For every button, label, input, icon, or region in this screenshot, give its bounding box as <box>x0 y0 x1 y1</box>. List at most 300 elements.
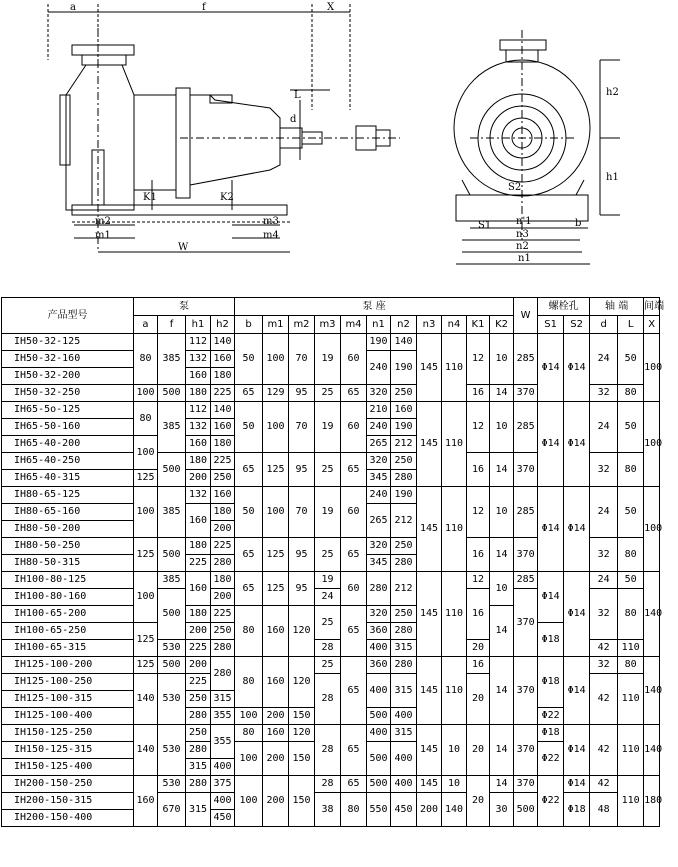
value-cell: 140 <box>211 334 235 351</box>
value-cell: Φ14 <box>564 334 590 402</box>
value-cell: 110 <box>618 640 644 657</box>
value-cell: 315 <box>186 759 211 776</box>
value-cell: 385 <box>158 572 186 589</box>
value-cell: 32 <box>590 657 618 674</box>
value-cell: Φ18 <box>538 725 564 742</box>
model-cell: IH80-65-160 <box>2 504 134 521</box>
header-model: 产品型号 <box>2 298 134 334</box>
value-cell: 190 <box>391 487 417 504</box>
model-cell: IH150-125-315 <box>2 742 134 759</box>
value-cell: 550 <box>367 793 391 827</box>
value-cell: 160 <box>263 606 289 657</box>
value-cell: 48 <box>590 793 618 827</box>
subheader-m3: m3 <box>315 316 341 334</box>
svg-text:b: b <box>575 218 582 229</box>
subheader-h2: h2 <box>211 316 235 334</box>
value-cell: 60 <box>341 402 367 453</box>
model-cell: IH65-50-160 <box>2 419 134 436</box>
value-cell: 132 <box>186 419 211 436</box>
value-cell: 400 <box>391 776 417 793</box>
model-cell: IH100-65-200 <box>2 606 134 623</box>
value-cell: 125 <box>134 538 158 572</box>
value-cell: 150 <box>289 776 315 827</box>
pump-outline-drawing <box>0 0 678 290</box>
model-cell: IH125-100-400 <box>2 708 134 725</box>
value-cell: 145 <box>417 657 442 725</box>
value-cell: Φ14 <box>538 402 564 487</box>
subheader-k1: K1 <box>467 316 490 334</box>
value-cell: 370 <box>514 538 538 572</box>
value-cell: 10 <box>490 572 514 606</box>
value-cell: 70 <box>289 334 315 385</box>
value-cell: 400 <box>211 759 235 776</box>
value-cell: 500 <box>367 742 391 776</box>
value-cell: 14 <box>490 657 514 725</box>
value-cell: 50 <box>618 402 644 453</box>
value-cell: 65 <box>341 538 367 572</box>
value-cell: Φ18 <box>564 793 590 827</box>
value-cell: 110 <box>442 402 467 487</box>
value-cell: Φ14 <box>564 657 590 725</box>
value-cell: Φ14 <box>564 725 590 776</box>
value-cell: 345 <box>367 555 391 572</box>
value-cell: 30 <box>490 793 514 827</box>
value-cell: 150 <box>289 708 315 725</box>
value-cell: 160 <box>186 436 211 453</box>
value-cell: 500 <box>158 453 186 487</box>
value-cell: 212 <box>391 504 417 538</box>
value-cell: 240 <box>367 351 391 385</box>
value-cell: 100 <box>134 572 158 623</box>
value-cell: 80 <box>134 402 158 436</box>
value-cell: 200 <box>211 521 235 538</box>
svg-text:n1: n1 <box>518 253 531 264</box>
subheader-f: f <box>158 316 186 334</box>
value-cell: 132 <box>186 487 211 504</box>
value-cell: 450 <box>391 793 417 827</box>
value-cell: 24 <box>590 334 618 385</box>
value-cell: 210 <box>367 402 391 419</box>
value-cell: 360 <box>367 657 391 674</box>
value-cell: 132 <box>186 351 211 368</box>
value-cell: 80 <box>618 453 644 487</box>
subheader-m2: m2 <box>289 316 315 334</box>
value-cell: 530 <box>158 725 186 776</box>
value-cell: 160 <box>263 657 289 708</box>
value-cell: 670 <box>158 793 186 827</box>
value-cell: 160 <box>211 351 235 368</box>
value-cell: 500 <box>158 657 186 674</box>
value-cell: 320 <box>367 453 391 470</box>
value-cell: 50 <box>618 487 644 538</box>
value-cell: 100 <box>644 402 660 487</box>
svg-text:h2: h2 <box>606 87 619 98</box>
value-cell: 16 <box>467 589 490 640</box>
value-cell: 95 <box>289 572 315 606</box>
subheader-n4: n4 <box>442 316 467 334</box>
value-cell: 25 <box>315 385 341 402</box>
value-cell: 285 <box>514 487 538 538</box>
value-cell: 360 <box>367 623 391 640</box>
value-cell: 140 <box>644 725 660 776</box>
value-cell: 20 <box>467 776 490 827</box>
value-cell: 60 <box>341 572 367 606</box>
value-cell: Φ14 <box>538 334 564 402</box>
value-cell: 250 <box>211 623 235 640</box>
value-cell: Φ14 <box>564 572 590 657</box>
value-cell: Φ22 <box>538 742 564 776</box>
value-cell: 225 <box>211 538 235 555</box>
value-cell: 385 <box>158 334 186 385</box>
subheader-m1: m1 <box>263 316 289 334</box>
value-cell: 140 <box>442 793 467 827</box>
value-cell: Φ14 <box>538 572 564 623</box>
value-cell: 60 <box>341 487 367 538</box>
svg-text:h1: h1 <box>606 172 619 183</box>
value-cell: 280 <box>186 708 211 725</box>
value-cell: 12 <box>467 572 490 589</box>
value-cell: 10 <box>490 334 514 385</box>
value-cell: 65 <box>235 572 263 606</box>
value-cell: 65 <box>341 776 367 793</box>
value-cell: 125 <box>134 470 158 487</box>
value-cell: 180 <box>644 776 660 827</box>
value-cell: 28 <box>315 776 341 793</box>
model-cell: IH100-80-125 <box>2 572 134 589</box>
value-cell: 225 <box>186 555 211 572</box>
value-cell: 200 <box>417 793 442 827</box>
value-cell: 315 <box>186 793 211 827</box>
value-cell: 19 <box>315 572 341 589</box>
value-cell: Φ14 <box>538 487 564 572</box>
value-cell: 20 <box>467 674 490 725</box>
value-cell: 500 <box>514 793 538 827</box>
value-cell: 500 <box>367 776 391 793</box>
value-cell: 110 <box>442 657 467 725</box>
value-cell: 400 <box>367 725 391 742</box>
model-cell: IH80-50-315 <box>2 555 134 572</box>
subheader-h1: h1 <box>186 316 211 334</box>
value-cell: 225 <box>211 453 235 470</box>
value-cell: 24 <box>590 572 618 589</box>
value-cell: 320 <box>367 606 391 623</box>
value-cell: 140 <box>134 674 158 725</box>
value-cell: 65 <box>235 453 263 487</box>
value-cell: 180 <box>186 606 211 623</box>
svg-text:m4: m4 <box>263 230 279 241</box>
value-cell: 25 <box>315 606 341 640</box>
subheader-s1: S1 <box>538 316 564 334</box>
value-cell: 80 <box>235 657 263 708</box>
value-cell: 80 <box>618 385 644 402</box>
value-cell: 280 <box>391 470 417 487</box>
value-cell: Φ22 <box>538 708 564 725</box>
value-cell: 80 <box>341 793 367 827</box>
value-cell: 250 <box>186 725 211 742</box>
value-cell: 28 <box>315 640 341 657</box>
value-cell: 265 <box>367 436 391 453</box>
value-cell: 180 <box>186 453 211 470</box>
value-cell: 19 <box>315 334 341 385</box>
svg-text:W: W <box>178 242 189 253</box>
value-cell: 95 <box>289 538 315 572</box>
value-cell: 530 <box>158 640 186 657</box>
value-cell: 385 <box>158 402 186 453</box>
value-cell: 160 <box>186 572 211 606</box>
subheader-m4: m4 <box>341 316 367 334</box>
model-cell: IH125-100-200 <box>2 657 134 674</box>
value-cell: 24 <box>315 589 341 606</box>
value-cell: 280 <box>391 555 417 572</box>
model-cell: IH100-80-160 <box>2 589 134 606</box>
value-cell: 19 <box>315 487 341 538</box>
value-cell: 14 <box>490 453 514 487</box>
model-cell: IH50-32-250 <box>2 385 134 402</box>
value-cell: 500 <box>367 708 391 725</box>
value-cell: 285 <box>514 334 538 385</box>
value-cell: 25 <box>315 453 341 487</box>
table-row <box>2 776 660 793</box>
value-cell: 19 <box>315 402 341 453</box>
value-cell: 10 <box>490 402 514 453</box>
value-cell: 65 <box>235 385 263 402</box>
value-cell: 250 <box>186 691 211 708</box>
value-cell: 140 <box>211 402 235 419</box>
value-cell: 250 <box>391 606 417 623</box>
model-cell: IH150-125-250 <box>2 725 134 742</box>
value-cell: 370 <box>514 657 538 725</box>
value-cell: 65 <box>341 453 367 487</box>
value-cell: 42 <box>590 725 618 776</box>
value-cell: 212 <box>391 572 417 606</box>
value-cell: 160 <box>211 487 235 504</box>
value-cell: 212 <box>391 436 417 453</box>
value-cell: 370 <box>514 385 538 402</box>
model-cell: IH65-5o-125 <box>2 402 134 419</box>
value-cell: 200 <box>263 742 289 776</box>
subheader-a: a <box>134 316 158 334</box>
value-cell: 28 <box>315 674 341 725</box>
value-cell: 280 <box>186 776 211 793</box>
value-cell: 200 <box>186 623 211 640</box>
value-cell: 120 <box>289 606 315 657</box>
value-cell: 100 <box>134 487 158 538</box>
value-cell: 112 <box>186 334 211 351</box>
table-row <box>2 572 660 589</box>
value-cell: 280 <box>211 640 235 657</box>
value-cell: 32 <box>590 453 618 487</box>
value-cell: 16 <box>467 657 490 674</box>
value-cell: 140 <box>134 725 158 776</box>
value-cell: 24 <box>590 402 618 453</box>
model-cell: IH50-32-125 <box>2 334 134 351</box>
svg-text:K1: K1 <box>143 192 157 203</box>
model-cell: IH50-32-200 <box>2 368 134 385</box>
value-cell: 160 <box>391 402 417 419</box>
value-cell: 240 <box>367 419 391 436</box>
model-cell: IH80-50-200 <box>2 521 134 538</box>
value-cell: 100 <box>235 708 263 725</box>
header-bolt: 螺栓孔 <box>538 298 590 316</box>
subheader-x: X <box>644 316 660 334</box>
value-cell: 500 <box>158 589 186 640</box>
value-cell: 80 <box>618 589 644 640</box>
value-cell: 50 <box>235 487 263 538</box>
value-cell: 250 <box>391 385 417 402</box>
value-cell: 65 <box>341 725 367 776</box>
value-cell: 145 <box>417 487 442 572</box>
svg-text:L: L <box>294 90 301 101</box>
table-row <box>2 657 660 674</box>
svg-text:X: X <box>327 2 335 13</box>
value-cell: 80 <box>235 606 263 657</box>
value-cell: 125 <box>263 538 289 572</box>
value-cell: 14 <box>490 538 514 572</box>
value-cell: 100 <box>644 334 660 402</box>
value-cell: 110 <box>618 776 644 827</box>
value-cell: 140 <box>644 572 660 657</box>
value-cell: 150 <box>289 742 315 776</box>
model-cell: IH50-32-160 <box>2 351 134 368</box>
value-cell: 180 <box>186 538 211 555</box>
value-cell: 190 <box>391 351 417 385</box>
value-cell: 14 <box>490 606 514 657</box>
value-cell: 280 <box>211 555 235 572</box>
value-cell: 385 <box>158 487 186 538</box>
value-cell: 65 <box>341 606 367 657</box>
header-w: W <box>514 298 538 334</box>
svg-text:f: f <box>202 2 206 13</box>
model-cell: IH150-125-400 <box>2 759 134 776</box>
svg-text:m2: m2 <box>95 216 111 227</box>
value-cell: 80 <box>618 657 644 674</box>
svg-text:K2: K2 <box>220 192 234 203</box>
value-cell: 42 <box>590 776 618 793</box>
value-cell: 12 <box>467 334 490 385</box>
subheader-l: L <box>618 316 644 334</box>
value-cell: 95 <box>289 453 315 487</box>
value-cell: 100 <box>134 385 158 402</box>
value-cell: 145 <box>417 334 442 402</box>
value-cell: 250 <box>391 538 417 555</box>
table-row <box>2 487 660 504</box>
model-cell: IH65-40-315 <box>2 470 134 487</box>
value-cell: 110 <box>442 487 467 572</box>
value-cell: 180 <box>211 504 235 521</box>
model-cell: IH200-150-315 <box>2 793 134 810</box>
model-cell: IH125-100-250 <box>2 674 134 691</box>
value-cell: 10 <box>490 487 514 538</box>
header-pump: 泵 <box>134 298 235 316</box>
value-cell: 355 <box>211 725 235 759</box>
svg-text:m1: m1 <box>95 230 111 241</box>
value-cell: 125 <box>263 453 289 487</box>
value-cell: 320 <box>367 538 391 555</box>
value-cell: 112 <box>186 402 211 419</box>
value-cell: 375 <box>211 776 235 793</box>
value-cell: 280 <box>211 657 235 691</box>
table-row <box>2 725 660 742</box>
svg-text:n3: n3 <box>516 229 529 240</box>
svg-text:n2: n2 <box>516 241 529 252</box>
value-cell: 14 <box>490 725 514 776</box>
subheader-n2: n2 <box>391 316 417 334</box>
value-cell: 285 <box>514 402 538 453</box>
subheader-b: b <box>235 316 263 334</box>
value-cell: 400 <box>367 640 391 657</box>
value-cell: 14 <box>490 385 514 402</box>
value-cell: 160 <box>186 504 211 538</box>
model-cell: IH100-65-315 <box>2 640 134 657</box>
svg-text:S1: S1 <box>478 220 492 231</box>
value-cell: 80 <box>134 334 158 385</box>
dimension-table <box>1 297 665 827</box>
value-cell: 250 <box>211 470 235 487</box>
value-cell: 500 <box>158 538 186 572</box>
value-cell: Φ18 <box>538 623 564 657</box>
value-cell: 110 <box>442 334 467 402</box>
value-cell: 370 <box>514 453 538 487</box>
value-cell: 25 <box>315 538 341 572</box>
model-cell: IH200-150-400 <box>2 810 134 827</box>
value-cell: 16 <box>467 453 490 487</box>
value-cell: 370 <box>514 725 538 776</box>
table-row <box>2 334 660 351</box>
value-cell: Φ14 <box>564 402 590 487</box>
value-cell: 100 <box>263 402 289 453</box>
value-cell: 400 <box>391 708 417 725</box>
value-cell: 70 <box>289 487 315 538</box>
value-cell: 200 <box>186 657 211 674</box>
value-cell: 225 <box>186 674 211 691</box>
value-cell: 125 <box>134 657 158 674</box>
value-cell: 110 <box>618 674 644 725</box>
svg-text:m3: m3 <box>263 216 279 227</box>
value-cell: 160 <box>263 725 289 742</box>
value-cell: 200 <box>263 708 289 725</box>
model-cell: IH200-150-250 <box>2 776 134 793</box>
value-cell: 65 <box>341 385 367 402</box>
value-cell: 315 <box>211 691 235 708</box>
value-cell: 100 <box>235 742 263 776</box>
value-cell: 38 <box>315 793 341 827</box>
svg-text:d: d <box>290 114 297 125</box>
value-cell: 400 <box>391 742 417 776</box>
subheader-k2: K2 <box>490 316 514 334</box>
value-cell: 50 <box>618 572 644 589</box>
value-cell: 80 <box>235 725 263 742</box>
value-cell: 370 <box>514 589 538 657</box>
value-cell: Φ14 <box>564 776 590 793</box>
value-cell: 140 <box>644 657 660 725</box>
model-cell: IH65-40-250 <box>2 453 134 470</box>
value-cell: 32 <box>590 538 618 572</box>
value-cell: 125 <box>134 623 158 657</box>
value-cell: 65 <box>235 538 263 572</box>
value-cell: 145 <box>417 572 442 657</box>
value-cell: 145 <box>417 776 442 793</box>
value-cell: 345 <box>367 470 391 487</box>
value-cell: 42 <box>590 640 618 657</box>
value-cell: 110 <box>618 725 644 776</box>
value-cell: 100 <box>263 487 289 538</box>
value-cell: 20 <box>467 725 490 776</box>
value-cell: 180 <box>211 572 235 589</box>
value-cell: 190 <box>367 334 391 351</box>
value-cell: 25 <box>315 657 341 674</box>
header-shaft: 轴 端 <box>590 298 644 316</box>
value-cell: 10 <box>442 725 467 776</box>
